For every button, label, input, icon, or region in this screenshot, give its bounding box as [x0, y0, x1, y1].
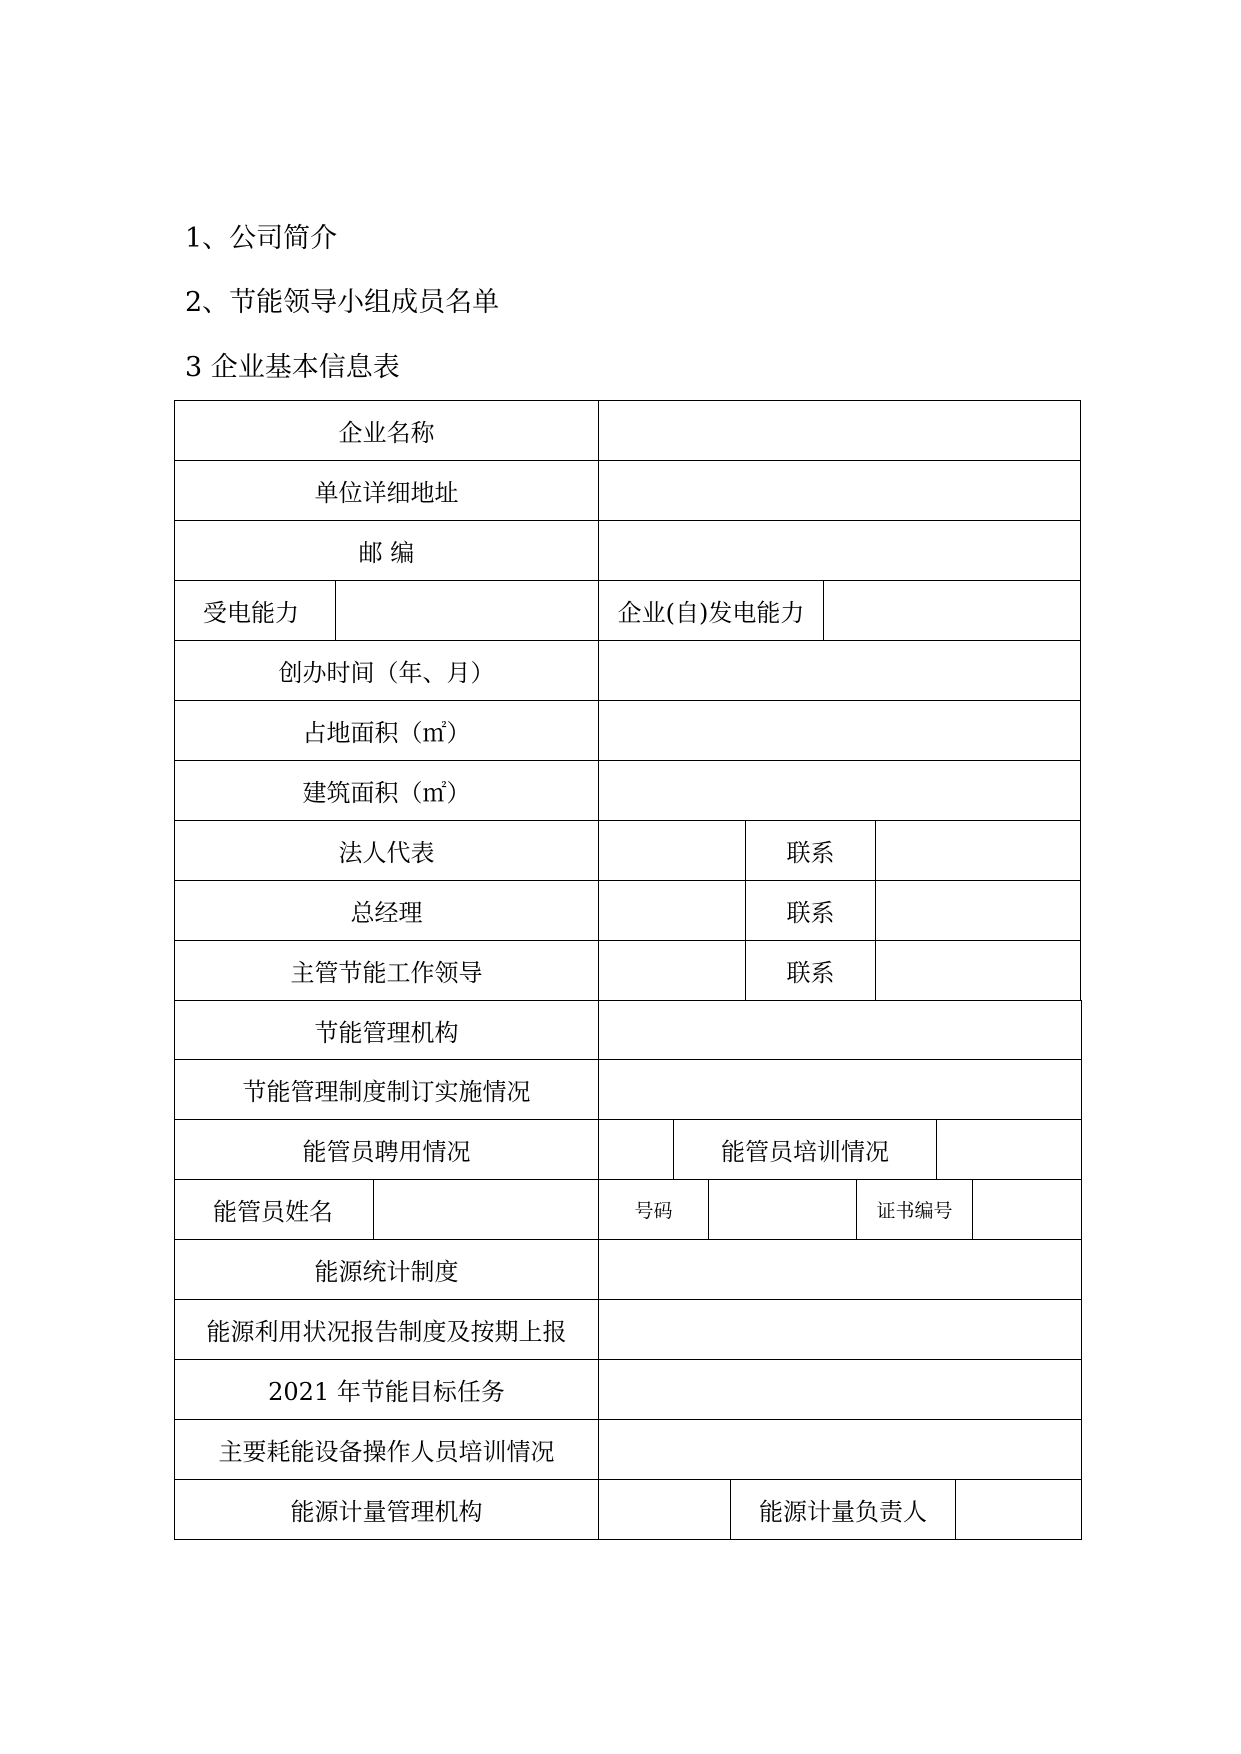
field-founding-date[interactable] — [598, 640, 1081, 701]
label-enterprise-name: 企业名称 — [174, 400, 599, 461]
field-report-system[interactable] — [598, 1299, 1082, 1360]
field-energy-leader[interactable] — [598, 940, 746, 1001]
label-postcode: 邮 编 — [174, 520, 599, 581]
label-power-receiving: 受电能力 — [174, 580, 336, 641]
label-target-2021: 2021 年节能目标任务 — [174, 1359, 599, 1420]
field-phone-number[interactable] — [708, 1179, 857, 1240]
field-manager-training[interactable] — [936, 1119, 1082, 1180]
field-certificate-no[interactable] — [972, 1179, 1082, 1240]
label-contact-legal-rep: 联系 — [745, 820, 876, 881]
label-address: 单位详细地址 — [174, 460, 599, 521]
label-legal-rep: 法人代表 — [174, 820, 599, 881]
label-mgmt-org: 节能管理机构 — [174, 1000, 599, 1060]
label-stat-system: 能源统计制度 — [174, 1239, 599, 1300]
label-land-area: 占地面积（㎡） — [174, 700, 599, 761]
field-contact-energy-leader[interactable] — [875, 940, 1081, 1001]
field-contact-legal-rep[interactable] — [875, 820, 1081, 881]
label-metering-leader: 能源计量负责人 — [730, 1479, 956, 1540]
label-building-area: 建筑面积（㎡） — [174, 760, 599, 821]
heading-leadership-group: 2、节能领导小组成员名单 — [185, 287, 500, 318]
heading-basic-info-table: 3 企业基本信息表 — [185, 352, 400, 383]
label-founding-date: 创办时间（年、月） — [174, 640, 599, 701]
field-target-2021[interactable] — [598, 1359, 1082, 1420]
field-contact-general-manager[interactable] — [875, 880, 1081, 941]
field-manager-hiring[interactable] — [598, 1119, 674, 1180]
field-address[interactable] — [598, 460, 1081, 521]
label-contact-energy-leader: 联系 — [745, 940, 876, 1001]
field-legal-rep[interactable] — [598, 820, 746, 881]
label-mgmt-system: 节能管理制度制订实施情况 — [174, 1059, 599, 1120]
heading-company-profile: 1、公司简介 — [185, 223, 338, 254]
label-general-manager: 总经理 — [174, 880, 599, 941]
field-power-receiving[interactable] — [335, 580, 599, 641]
field-postcode[interactable] — [598, 520, 1081, 581]
label-certificate-no: 证书编号 — [856, 1179, 973, 1240]
field-manager-name[interactable] — [373, 1179, 599, 1240]
label-self-generation: 企业(自)发电能力 — [598, 580, 824, 641]
label-contact-general-manager: 联系 — [745, 880, 876, 941]
label-manager-name: 能管员姓名 — [174, 1179, 374, 1240]
field-operator-training[interactable] — [598, 1419, 1082, 1480]
label-manager-hiring: 能管员聘用情况 — [174, 1119, 599, 1180]
label-report-system: 能源利用状况报告制度及按期上报 — [174, 1299, 599, 1360]
label-manager-training: 能管员培训情况 — [673, 1119, 937, 1180]
label-energy-leader: 主管节能工作领导 — [174, 940, 599, 1001]
field-land-area[interactable] — [598, 700, 1081, 761]
field-mgmt-system[interactable] — [598, 1059, 1082, 1120]
field-self-generation[interactable] — [823, 580, 1081, 641]
field-building-area[interactable] — [598, 760, 1081, 821]
field-metering-leader[interactable] — [955, 1479, 1082, 1540]
field-general-manager[interactable] — [598, 880, 746, 941]
field-enterprise-name[interactable] — [598, 400, 1081, 461]
field-stat-system[interactable] — [598, 1239, 1082, 1300]
label-operator-training: 主要耗能设备操作人员培训情况 — [174, 1419, 599, 1480]
label-metering-org: 能源计量管理机构 — [174, 1479, 599, 1540]
field-metering-org[interactable] — [598, 1479, 731, 1540]
label-phone-number: 号码 — [598, 1179, 709, 1240]
field-mgmt-org[interactable] — [598, 1000, 1082, 1060]
